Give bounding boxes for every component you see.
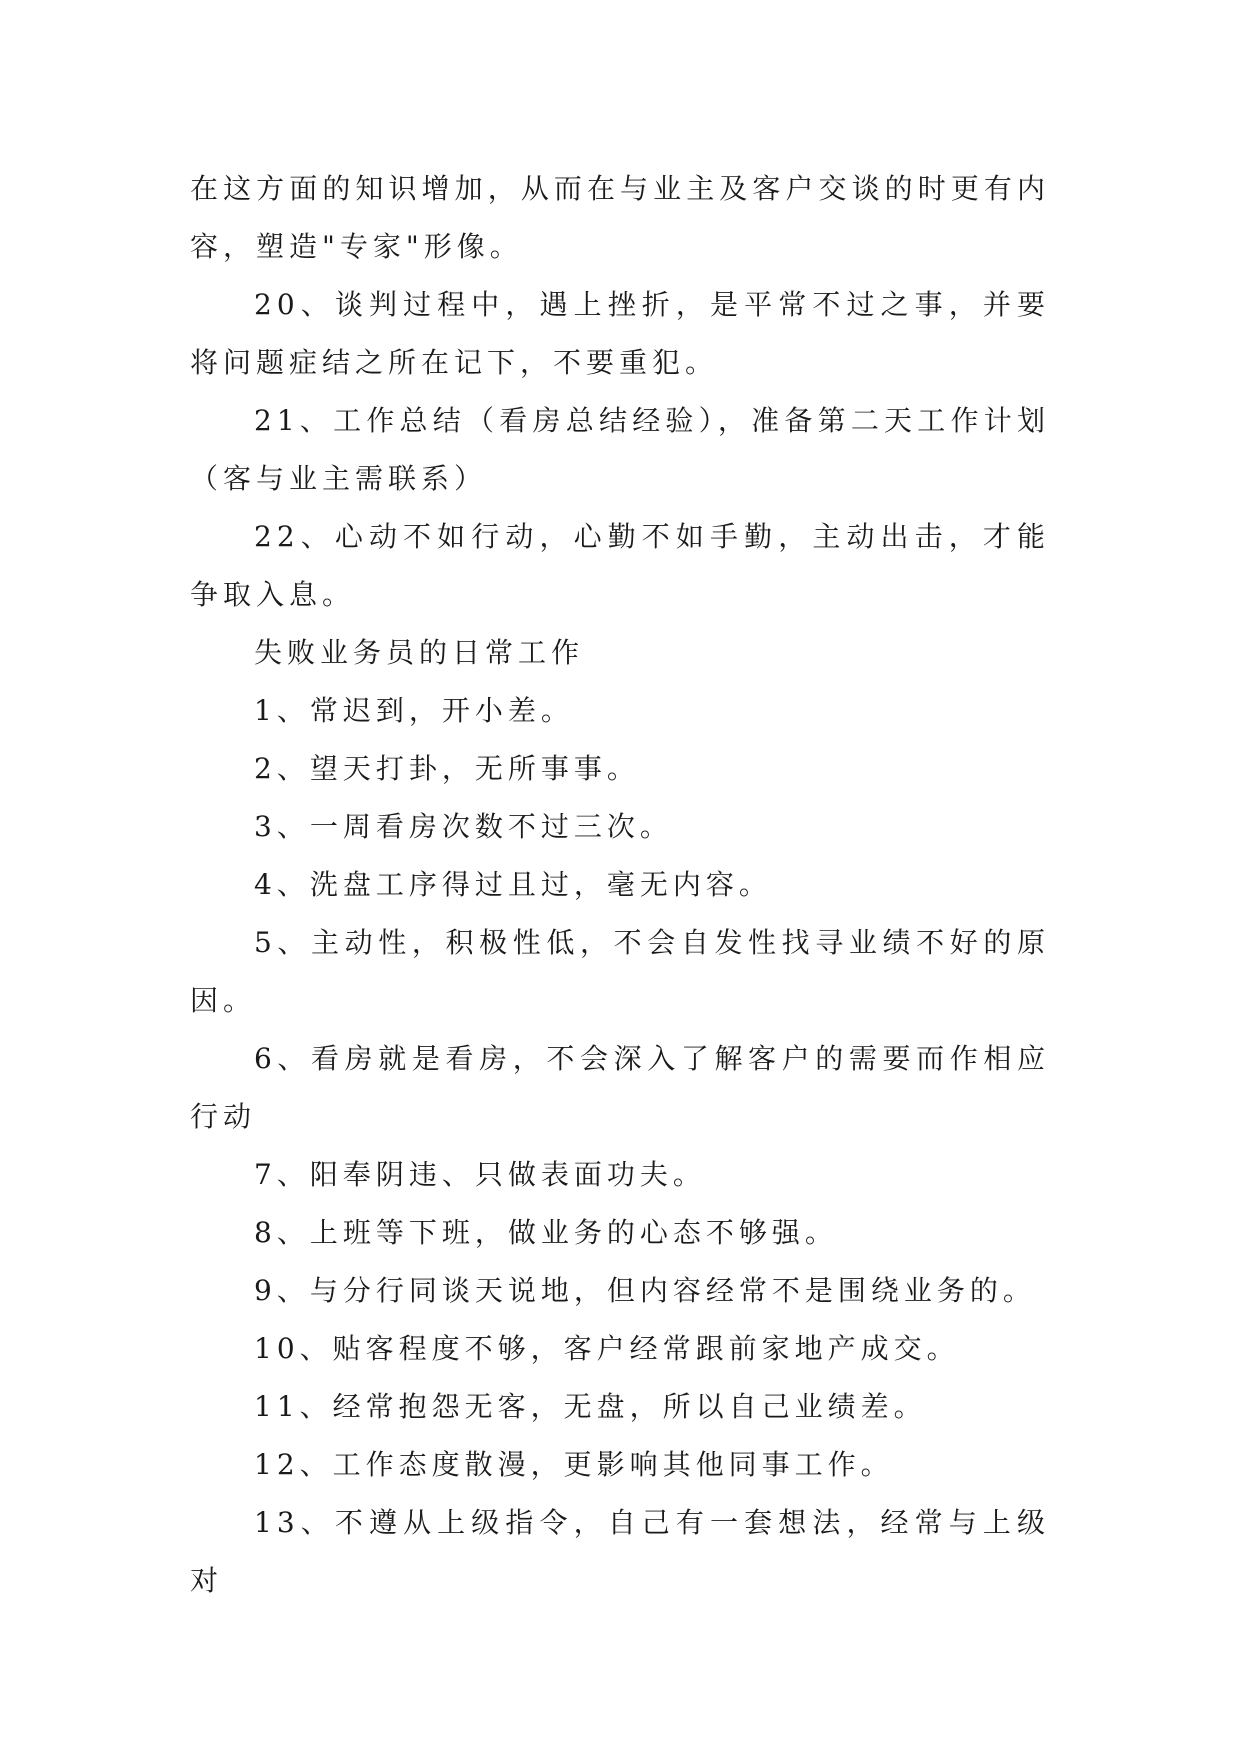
list-item-13: 13、不遵从上级指令，自己有一套想法，经常与上级对: [190, 1506, 1050, 1597]
section-heading: 失败业务员的日常工作: [254, 636, 585, 669]
list-item-1: 1、常迟到，开小差。: [254, 694, 574, 727]
document-page: [190, 0, 1050, 1754]
list-item-10: 10、贴客程度不够，客户经常跟前家地产成交。: [254, 1332, 960, 1365]
document-body: [190, 160, 1050, 1610]
list-item-20: 20、谈判过程中，遇上挫折，是平常不过之事，并要将问题症结之所在记下，不要重犯。: [190, 288, 1050, 379]
list-item-5: 5、主动性，积极性低，不会自发性找寻业绩不好的原因。: [190, 926, 1050, 1017]
list-item-21: 21、工作总结（看房总结经验），准备第二天工作计划（客与业主需联系）: [190, 404, 1050, 495]
list-item-6: 6、看房就是看房，不会深入了解客户的需要而作相应行动: [190, 1042, 1050, 1133]
list-item-8: 8、上班等下班，做业务的心态不够强。: [254, 1216, 838, 1249]
list-item-7: 7、阳奉阴违、只做表面功夫。: [254, 1158, 706, 1191]
list-item-3: 3、一周看房次数不过三次。: [254, 810, 673, 843]
paragraph-continuation: 在这方面的知识增加，从而在与业主及客户交谈的时更有内容，塑造"专家"形像。: [190, 172, 1050, 263]
list-item-2: 2、望天打卦，无所事事。: [254, 752, 640, 785]
list-item-4: 4、洗盘工序得过且过，毫无内容。: [254, 868, 772, 901]
list-item-22: 22、心动不如行动，心勤不如手勤，主动出击，才能争取入息。: [190, 520, 1050, 611]
list-item-11: 11、经常抱怨无客，无盘，所以自己业绩差。: [254, 1390, 927, 1423]
list-item-9: 9、与分行同谈天说地，但内容经常不是围绕业务的。: [254, 1274, 1036, 1307]
list-item-12: 12、工作态度散漫，更影响其他同事工作。: [254, 1448, 894, 1481]
